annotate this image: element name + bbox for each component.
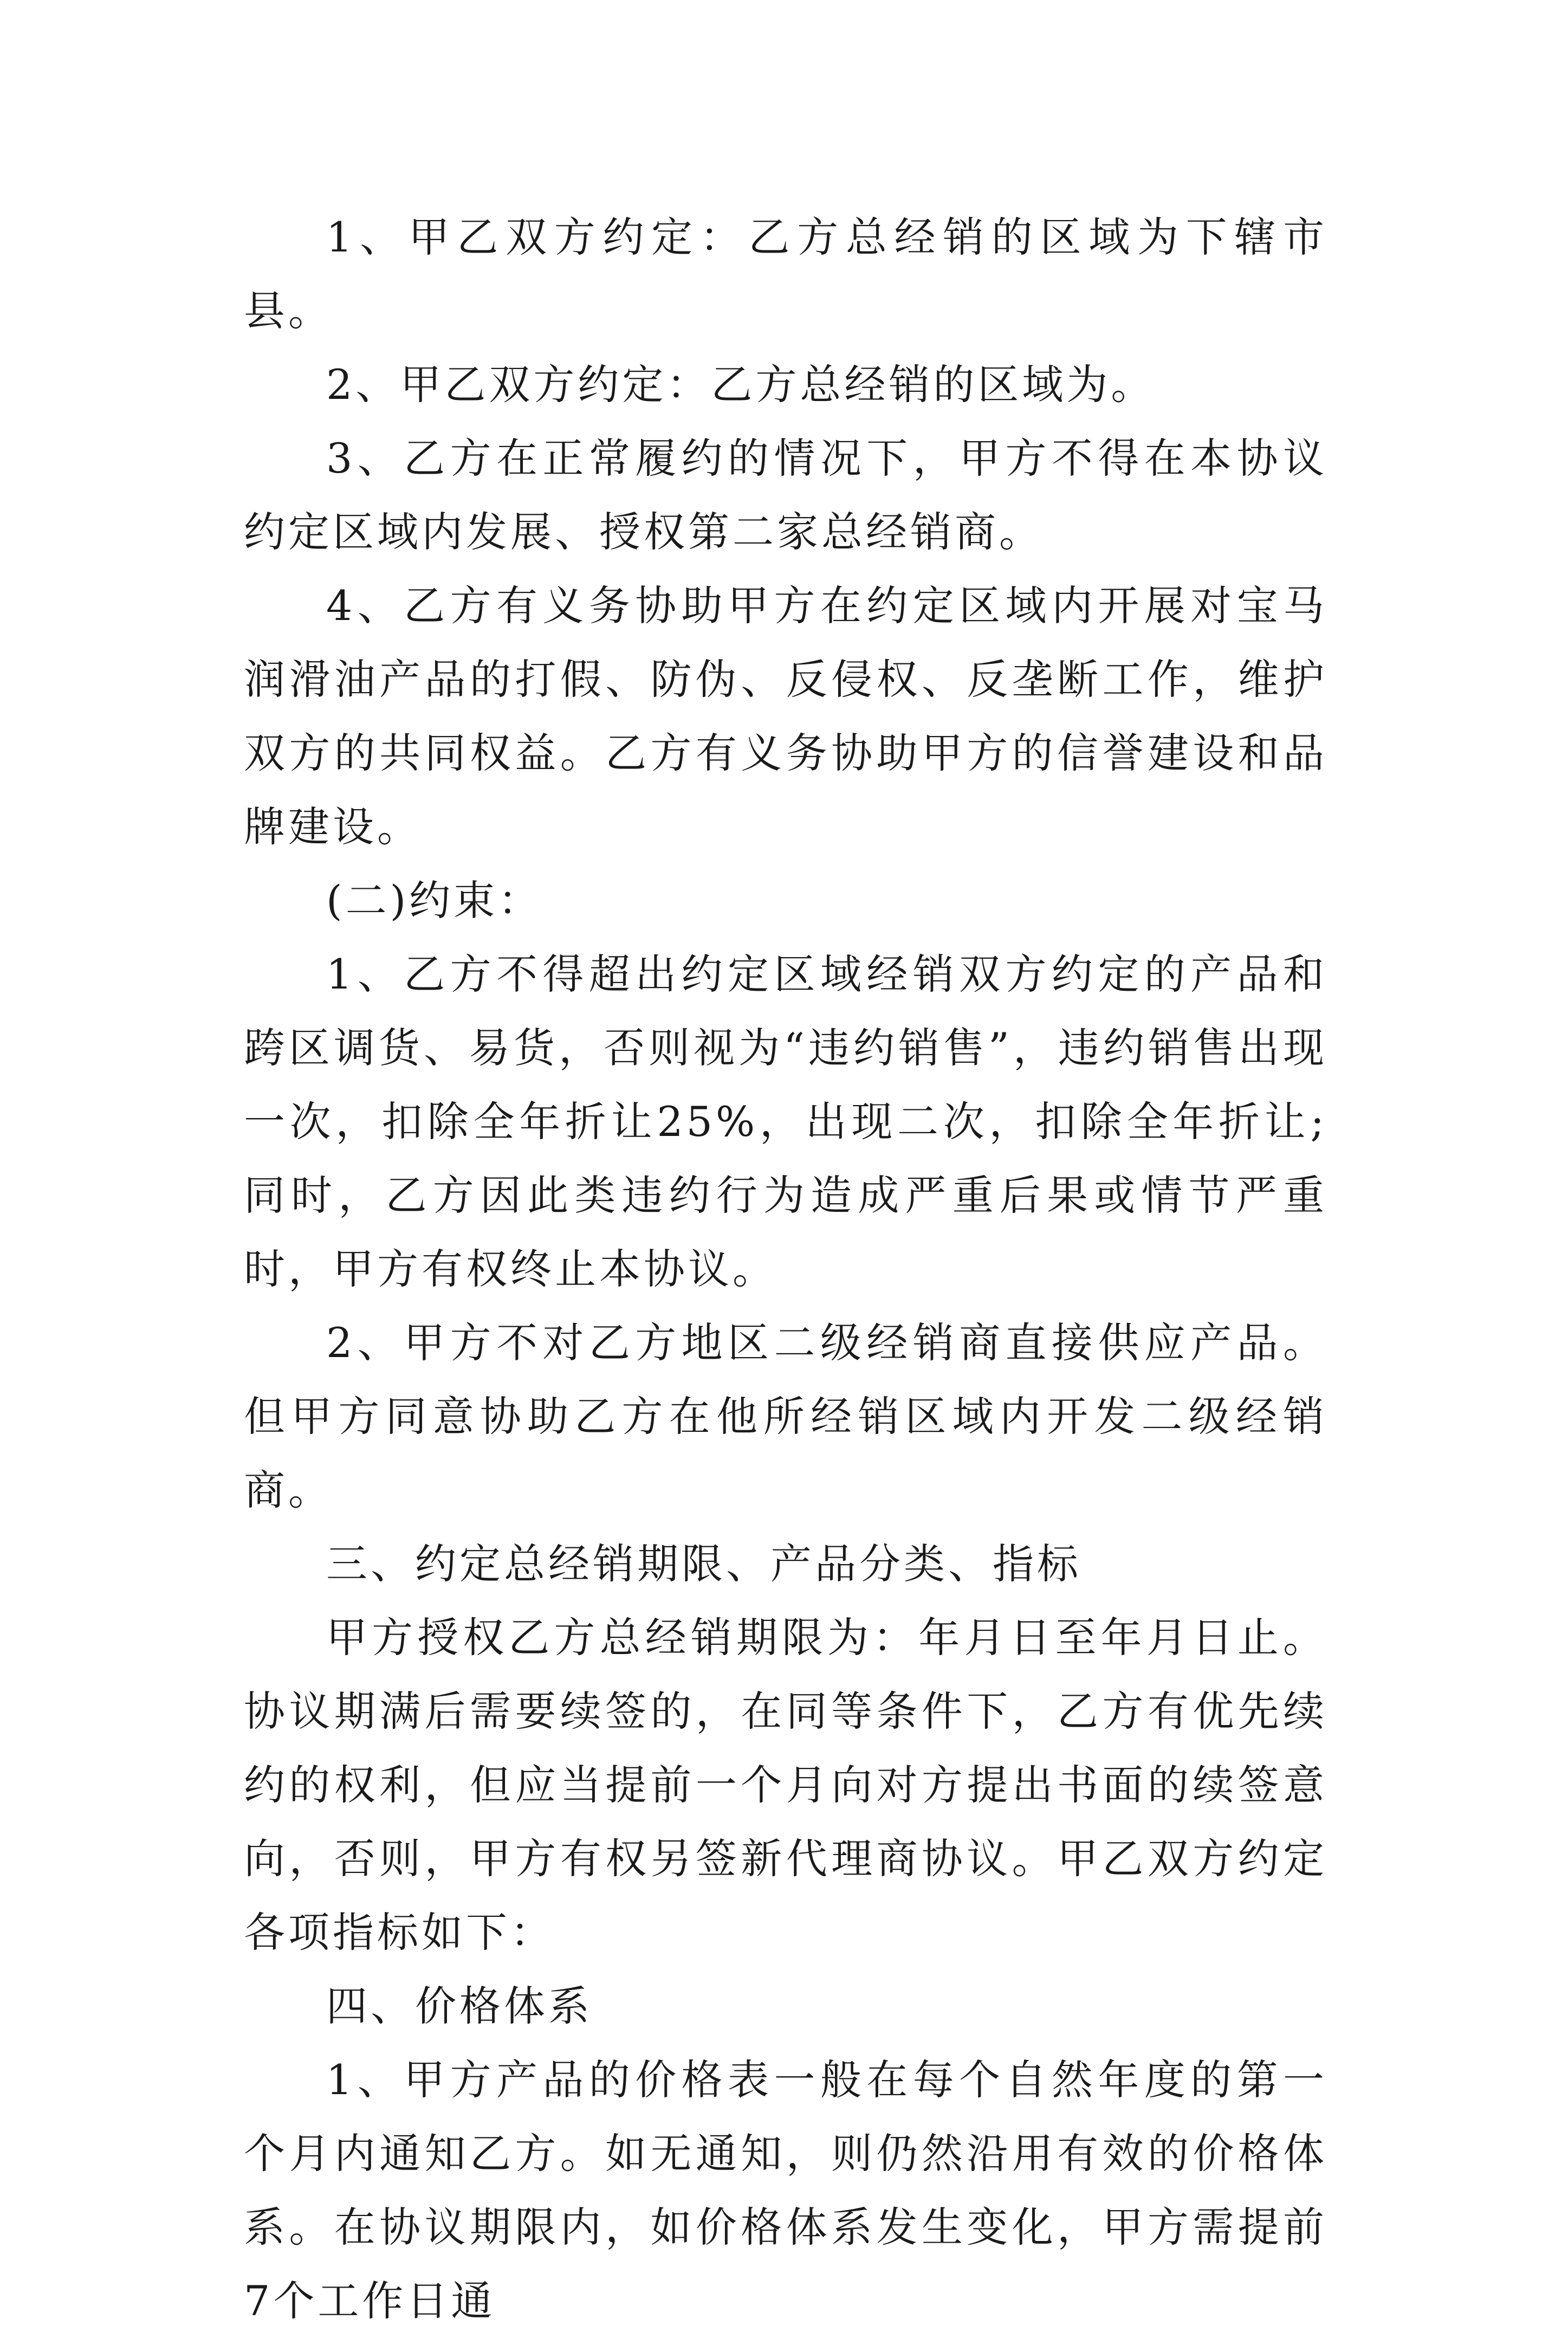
paragraph-territory-1: 1、甲乙双方约定：乙方总经销的区域为下辖市县。 (244, 213, 1327, 335)
paragraph-price-list: 1、甲方产品的价格表一般在每个自然年度的第一个月内通知乙方。如无通知，则仍然沿用有效的价格体系。在协议期限内，如价格体系发生变化，甲方需提前7个工作日通 (244, 2056, 1327, 2325)
section-heading-pricing: 四、价格体系 (326, 1982, 593, 2030)
paragraph-term-period: 甲方授权乙方总经销期限为：年月日至年月日止。协议期满后需要续签的，在同等条件下，乙方有优先续约的权利，但应当提前一个月向对方提出书面的续签意向，否则，甲方有权另签新代理商协议。甲乙双方约定各项指标如下： (244, 1613, 1327, 1956)
paragraph-exclusivity: 3、乙方在正常履约的情况下，甲方不得在本协议约定区域内发展、授权第二家总经销商。 (244, 434, 1327, 556)
paragraph-violation-sales: 1、乙方不得超出约定区域经销双方约定的产品和跨区调货、易货，否则视为“违约销售”，违约销售出现一次，扣除全年折让25%，出现二次，扣除全年折让;同时，乙方因此类违约行为造成严重后果或情节严重时，甲方有权终止本协议。 (244, 950, 1327, 1293)
section-heading-constraints: (二)约束： (326, 876, 543, 925)
paragraph-territory-2: 2、甲乙双方约定：乙方总经销的区域为。 (326, 360, 1156, 409)
section-heading-term: 三、约定总经销期限、产品分类、指标 (326, 1540, 1081, 1588)
document-body (244, 201, 1327, 2338)
paragraph-secondary-dealers: 2、甲方不对乙方地区二级经销商直接供应产品。但甲方同意协助乙方在他所经销区域内开发二级经销商。 (244, 1319, 1327, 1514)
paragraph-anti-counterfeit: 4、乙方有义务协助甲方在约定区域内开展对宝马润滑油产品的打假、防伪、反侵权、反垄断工作，维护双方的共同权益。乙方有义务协助甲方的信誉建设和品牌建设。 (244, 582, 1327, 851)
